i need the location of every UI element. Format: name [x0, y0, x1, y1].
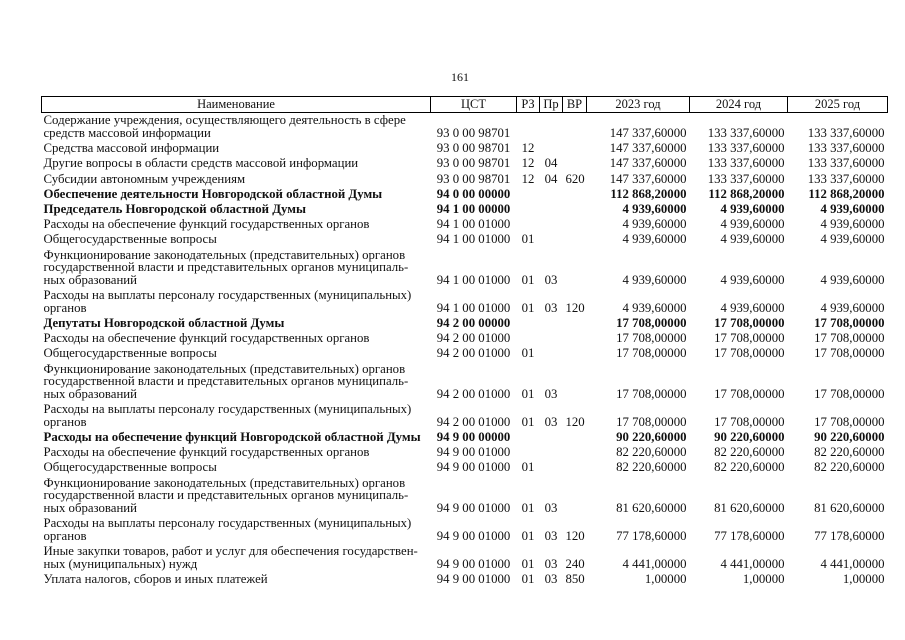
cell-name: [42, 202, 431, 217]
cell-2024: 17 708,00000: [714, 414, 785, 429]
cell-2024: 1,00000: [742, 571, 785, 586]
cell-name-line: Функционирование законодательных (представительных) органов: [43, 475, 406, 490]
table-row: [42, 247, 888, 288]
cell-2024: 4 939,60000: [720, 217, 785, 232]
cell-vr: 120: [565, 528, 585, 543]
cell-cst: 94 9 00 01000: [436, 445, 511, 460]
table-header: [42, 97, 888, 113]
cell-2023: 90 220,60000: [616, 430, 687, 445]
cell-pr: [540, 331, 563, 346]
cell-pr: 03: [544, 300, 558, 315]
cell-name: [42, 232, 431, 247]
cell-name: [42, 113, 431, 141]
table-row: [42, 331, 888, 346]
cell-2023: 17 708,00000: [616, 331, 687, 346]
header-cst: ЦСТ: [431, 97, 517, 113]
cell-2025: 1,00000: [842, 571, 885, 586]
cell-vr: [563, 232, 587, 247]
table-row: [42, 186, 888, 201]
cell-rz: 01: [521, 346, 535, 361]
cell-pr: 04: [544, 171, 558, 186]
cell-name: [42, 544, 431, 572]
cell-name-line: средств массовой информации: [43, 125, 211, 140]
cell-name-line: Общегосударственные вопросы: [43, 460, 217, 475]
cell-pr: [540, 217, 563, 232]
cell-vr: [563, 156, 587, 171]
cell-2024: 4 939,60000: [720, 201, 785, 216]
cell-2023: 17 708,00000: [616, 414, 687, 429]
cell-2023: 4 939,60000: [622, 217, 687, 232]
page-number: 161: [451, 70, 469, 84]
cell-name-line: государственной власти и представительных органов муниципаль-: [43, 488, 409, 503]
cell-pr: [540, 141, 563, 156]
table-row: [42, 141, 888, 156]
cell-2025: 90 220,60000: [814, 430, 885, 445]
cell-name: [42, 346, 431, 361]
cell-vr: 240: [565, 556, 585, 571]
cell-pr: [540, 445, 563, 460]
cell-2025: 17 708,00000: [814, 315, 885, 330]
cell-2023: 147 337,60000: [609, 125, 687, 140]
cell-cst: 94 2 00 01000: [436, 414, 511, 429]
cell-2025: 4 939,60000: [820, 217, 885, 232]
cell-2024: 17 708,00000: [714, 386, 785, 401]
cell-rz: 01: [521, 528, 535, 543]
cell-name-line: Расходы на выплаты персоналу государственных (муниципальных): [43, 516, 412, 531]
cell-2023: 4 939,60000: [622, 300, 687, 315]
table-row: [42, 460, 888, 475]
table-row: [42, 217, 888, 232]
cell-cst: 94 2 00 00000: [436, 315, 511, 330]
cell-vr: [563, 475, 587, 516]
cell-rz: [517, 331, 540, 346]
cell-vr: [563, 361, 587, 402]
cell-rz: 01: [521, 232, 535, 247]
cell-2024: 4 939,60000: [720, 232, 785, 247]
cell-name-line: государственной власти и представительных органов муниципаль-: [43, 260, 409, 275]
cell-vr: 620: [565, 171, 585, 186]
cell-2025: 82 220,60000: [814, 445, 885, 460]
cell-cst: 93 0 00 98701: [436, 156, 511, 171]
table-row: [42, 544, 888, 572]
cell-pr: [540, 430, 563, 445]
cell-rz: [517, 316, 540, 331]
table-row: [42, 288, 888, 316]
cell-name: [42, 572, 431, 587]
cell-name: [42, 445, 431, 460]
cell-rz: 01: [521, 272, 535, 287]
cell-vr: [563, 430, 587, 445]
cell-cst: 94 9 00 00000: [436, 430, 511, 445]
cell-2024: 112 868,20000: [708, 186, 785, 201]
cell-2025: 17 708,00000: [814, 414, 885, 429]
cell-cst: 93 0 00 98701: [436, 125, 511, 140]
cell-name-line: Содержание учреждения, осуществляющего деятельность в сфере: [43, 113, 406, 128]
cell-rz: [517, 430, 540, 445]
cell-name-line: Расходы на обеспечение функций государственных органов: [43, 217, 370, 232]
cell-2023: 4 939,60000: [622, 201, 687, 216]
cell-2023: 17 708,00000: [616, 315, 687, 330]
cell-name: [42, 288, 431, 316]
cell-2024: 17 708,00000: [714, 315, 785, 330]
cell-name-line: Расходы на обеспечение функций государственных органов: [43, 445, 370, 460]
cell-cst: 94 1 00 00000: [436, 201, 511, 216]
cell-cst: 94 9 00 01000: [436, 460, 511, 475]
cell-name: [42, 316, 431, 331]
table-row: [42, 475, 888, 516]
cell-cst: 94 1 00 01000: [436, 300, 511, 315]
cell-rz: 12: [521, 141, 535, 156]
cell-name: [42, 247, 431, 288]
cell-pr: [540, 202, 563, 217]
table-row: [42, 402, 888, 430]
cell-pr: 03: [544, 556, 558, 571]
table-row: [42, 361, 888, 402]
cell-2024: 17 708,00000: [714, 346, 785, 361]
cell-2023: 112 868,20000: [610, 186, 687, 201]
cell-2023: 4 939,60000: [622, 232, 687, 247]
cell-name-line: Функционирование законодательных (представительных) органов: [43, 361, 406, 376]
cell-2024: 82 220,60000: [714, 445, 785, 460]
cell-name-line: Председатель Новгородской областной Думы: [43, 201, 306, 216]
cell-2024: 90 220,60000: [714, 430, 785, 445]
cell-name: [42, 430, 431, 445]
cell-2023: 147 337,60000: [609, 156, 687, 171]
cell-2024: 82 220,60000: [714, 460, 785, 475]
cell-name: [42, 475, 431, 516]
cell-2023: 82 220,60000: [616, 445, 687, 460]
cell-2025: 82 220,60000: [814, 460, 885, 475]
cell-rz: 01: [521, 460, 535, 475]
cell-2025: 133 337,60000: [807, 125, 885, 140]
header-2025: 2025 год: [788, 97, 888, 113]
cell-name: [42, 402, 431, 430]
cell-pr: 03: [544, 501, 558, 515]
table-row: [42, 445, 888, 460]
cell-name: [42, 217, 431, 232]
table-row: [42, 156, 888, 171]
cell-vr: [563, 346, 587, 361]
cell-rz: [517, 217, 540, 232]
cell-vr: [563, 217, 587, 232]
cell-name-line: органов: [43, 528, 87, 543]
cell-name: [42, 361, 431, 402]
cell-name-line: Другие вопросы в области средств массовой информации: [43, 156, 359, 171]
cell-name-line: Расходы на выплаты персоналу государственных (муниципальных): [43, 402, 412, 417]
cell-pr: 03: [544, 386, 558, 401]
cell-name-line: Субсидии автономным учреждениям: [43, 171, 246, 186]
cell-name-line: Расходы на обеспечение функций государственных органов: [43, 331, 370, 346]
cell-name-line: органов: [43, 300, 87, 315]
cell-cst: 94 2 00 01000: [436, 386, 511, 401]
cell-cst: 94 9 00 01000: [436, 501, 511, 515]
cell-2025: 81 620,60000: [814, 501, 885, 515]
cell-name-line: ных образований: [43, 386, 138, 401]
cell-vr: 850: [565, 571, 585, 586]
cell-rz: 01: [521, 501, 535, 515]
cell-rz: 01: [521, 556, 535, 571]
cell-rz: 01: [521, 300, 535, 315]
cell-name-line: Расходы на обеспечение функций Новгородской областной Думы: [43, 430, 421, 445]
cell-cst: 94 0 00 00000: [436, 186, 511, 201]
cell-name-line: Общегосударственные вопросы: [43, 232, 217, 247]
header-vr: ВР: [563, 97, 587, 113]
header-pr: Пр: [540, 97, 563, 113]
cell-pr: 03: [544, 528, 558, 543]
table-row: [42, 232, 888, 247]
cell-2023: 82 220,60000: [616, 460, 687, 475]
table-body: [42, 113, 888, 587]
cell-vr: [563, 316, 587, 331]
cell-vr: 120: [565, 414, 585, 429]
cell-rz: 01: [521, 386, 535, 401]
cell-vr: [563, 186, 587, 201]
cell-2025: 77 178,60000: [814, 528, 885, 543]
cell-2024: 133 337,60000: [707, 156, 785, 171]
cell-2023: 1,00000: [644, 571, 687, 586]
cell-pr: [540, 232, 563, 247]
header-row: [42, 97, 888, 113]
cell-2024: 81 620,60000: [714, 501, 785, 515]
cell-2023: 77 178,60000: [616, 528, 687, 543]
cell-rz: 01: [521, 414, 535, 429]
cell-vr: [563, 445, 587, 460]
cell-cst: 94 9 00 01000: [436, 528, 511, 543]
cell-name: [42, 171, 431, 186]
cell-2024: 4 441,00000: [720, 556, 785, 571]
cell-2025: 17 708,00000: [814, 386, 885, 401]
cell-pr: 03: [544, 272, 558, 287]
cell-2023: 4 939,60000: [622, 272, 687, 287]
cell-cst: 94 1 00 01000: [436, 232, 511, 247]
cell-2024: 17 708,00000: [714, 331, 785, 346]
table-row: [42, 113, 888, 141]
cell-cst: 94 9 00 01000: [436, 556, 511, 571]
cell-2024: 77 178,60000: [714, 528, 785, 543]
cell-pr: [540, 346, 563, 361]
cell-cst: 94 2 00 01000: [436, 346, 511, 361]
cell-cst: 94 9 00 01000: [436, 571, 511, 586]
cell-pr: [540, 186, 563, 201]
cell-2025: 133 337,60000: [807, 156, 885, 171]
cell-2025: 4 939,60000: [820, 201, 885, 216]
table-row: [42, 346, 888, 361]
cell-2025: 17 708,00000: [814, 331, 885, 346]
table-row: [42, 316, 888, 331]
cell-pr: 03: [544, 571, 558, 586]
cell-pr: [540, 113, 563, 141]
cell-rz: 12: [521, 156, 535, 171]
cell-pr: [540, 316, 563, 331]
cell-rz: 01: [521, 571, 535, 586]
cell-name-line: Общегосударственные вопросы: [43, 346, 217, 361]
cell-rz: [517, 186, 540, 201]
budget-table: [41, 96, 888, 587]
cell-cst: 94 1 00 01000: [436, 272, 511, 287]
table-row: [42, 171, 888, 186]
cell-name: [42, 186, 431, 201]
cell-vr: [563, 331, 587, 346]
cell-name: [42, 156, 431, 171]
cell-name-line: Функционирование законодательных (представительных) органов: [43, 247, 406, 262]
cell-cst: 93 0 00 98701: [436, 171, 511, 186]
cell-2025: 133 337,60000: [807, 171, 885, 186]
cell-2023: 4 441,00000: [622, 556, 687, 571]
cell-name-line: ных образований: [43, 272, 138, 287]
cell-name-line: органов: [43, 414, 87, 429]
cell-cst: 94 2 00 01000: [436, 331, 511, 346]
header-2023: 2023 год: [587, 97, 690, 113]
cell-name-line: ных образований: [43, 501, 138, 516]
cell-name-line: Обеспечение деятельности Новгородской областной Думы: [43, 186, 383, 201]
cell-2024: 4 939,60000: [720, 272, 785, 287]
cell-vr: 120: [565, 300, 585, 315]
cell-2024: 133 337,60000: [707, 125, 785, 140]
cell-2024: 133 337,60000: [707, 141, 785, 156]
cell-2025: 4 441,00000: [820, 556, 885, 571]
cell-name-line: Расходы на выплаты персоналу государственных (муниципальных): [43, 288, 412, 303]
cell-2024: 133 337,60000: [707, 171, 785, 186]
header-2024: 2024 год: [690, 97, 788, 113]
cell-vr: [563, 202, 587, 217]
cell-rz: [517, 113, 540, 141]
cell-name-line: Депутаты Новгородской областной Думы: [43, 316, 285, 330]
cell-2025: 112 868,20000: [808, 186, 885, 201]
cell-2025: 133 337,60000: [807, 141, 885, 156]
cell-2023: 147 337,60000: [609, 141, 687, 156]
cell-name-line: Уплата налогов, сборов и иных платежей: [43, 571, 268, 586]
cell-rz: 12: [521, 171, 535, 186]
table-row: [42, 572, 888, 587]
cell-2024: 4 939,60000: [720, 300, 785, 315]
cell-pr: [540, 460, 563, 475]
cell-cst: 94 1 00 01000: [436, 217, 511, 232]
cell-2023: 17 708,00000: [616, 386, 687, 401]
header-name: Наименование: [42, 97, 431, 113]
cell-cst: 93 0 00 98701: [436, 141, 511, 156]
cell-vr: [563, 460, 587, 475]
cell-2025: 4 939,60000: [820, 300, 885, 315]
cell-name: [42, 141, 431, 156]
cell-2025: 17 708,00000: [814, 346, 885, 361]
cell-2025: 4 939,60000: [820, 272, 885, 287]
cell-2023: 147 337,60000: [609, 171, 687, 186]
cell-name-line: Иные закупки товаров, работ и услуг для обеспечения государствен-: [43, 544, 418, 559]
cell-name-line: ных (муниципальных) нужд: [43, 556, 198, 571]
table-row: [42, 516, 888, 544]
cell-pr: 04: [544, 156, 558, 171]
cell-vr: [563, 141, 587, 156]
cell-name: [42, 516, 431, 544]
cell-name: [42, 331, 431, 346]
cell-name: [42, 460, 431, 475]
table-row: [42, 430, 888, 445]
cell-2023: 17 708,00000: [616, 346, 687, 361]
table-row: [42, 202, 888, 217]
cell-rz: [517, 202, 540, 217]
cell-2023: 81 620,60000: [616, 501, 687, 515]
header-rz: РЗ: [517, 97, 540, 113]
cell-pr: 03: [544, 414, 558, 429]
cell-vr: [563, 113, 587, 141]
cell-vr: [563, 247, 587, 288]
cell-2025: 4 939,60000: [820, 232, 885, 247]
cell-name-line: государственной власти и представительных органов муниципаль-: [43, 374, 409, 389]
cell-rz: [517, 445, 540, 460]
cell-name-line: Средства массовой информации: [43, 141, 220, 156]
